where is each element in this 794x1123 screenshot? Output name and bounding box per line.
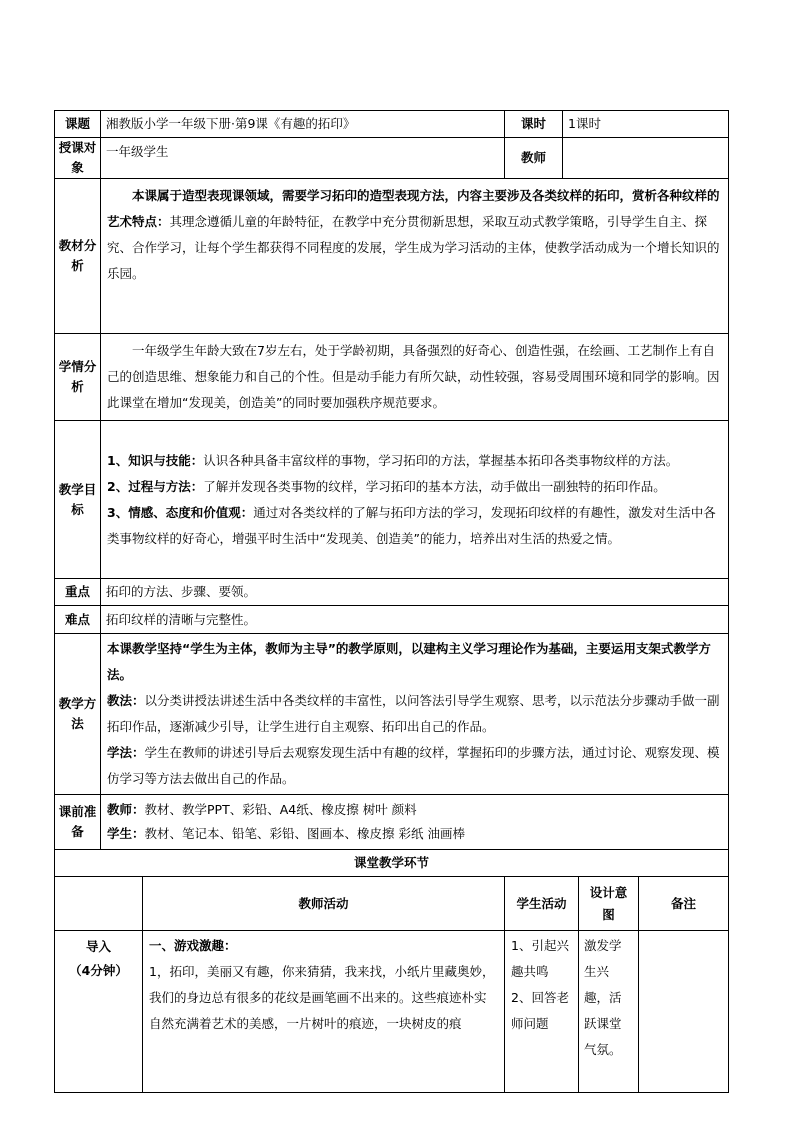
learner-text: 一年级学生年龄大致在7岁左右，处于学龄初期，具备强烈的好奇心、创造性强，在绘画、工艺制作上有自己的创造思维、想象能力和自己的个性。但是动手能力有所欠缺，动性较强，容易受周围环境和同学的影响。因此课堂在增加“发现美，创造美”的同时要加强秩序规范要求。 — [107, 343, 720, 410]
goal-head: 3、情感、态度和价值观： — [107, 504, 254, 520]
difficulty-label: 难点 — [55, 606, 101, 634]
teacher-activity-cell — [143, 931, 505, 1093]
period-value: 1课时 — [563, 111, 729, 138]
table-row — [55, 931, 729, 1093]
prep-row — [55, 795, 729, 850]
prep-teacher-head: 教师： — [107, 802, 145, 817]
teacher-activity-text: 1，拓印，美丽又有趣，你来猜猜，我来找，小纸片里藏奥妙，我们的身边总有很多的花纹是画笔画不出来的。这些痕迹朴实自然充满着艺术的美感，一片树叶的痕迹，一块树皮的痕 — [149, 964, 495, 1031]
key-text: 拓印的方法、步骤、要领。 — [101, 579, 729, 606]
learner-content — [101, 334, 729, 421]
material-row — [55, 179, 729, 334]
goal-item — [107, 474, 722, 500]
note-header: 备注 — [639, 877, 729, 931]
topic-label: 课题 — [55, 111, 101, 138]
audience-row — [55, 138, 729, 179]
goal-item — [107, 448, 722, 474]
process-title: 课堂教学环节 — [55, 850, 729, 877]
methods-content — [101, 634, 729, 795]
student-activity-2: 2、回答老师问题 — [511, 990, 569, 1031]
methods-label: 教学方法 — [55, 634, 101, 795]
material-text: 其理念遵循儿童的年龄特征，在教学中充分贯彻新思想，采取互动式教学策略，引导学生自主、探究、合作学习，让每个学生都获得不同程度的发展，学生成为学习活动的主体，使教学活动成为一个增长知识的乐园。 — [107, 214, 720, 281]
student-activity-1: 1、引起兴趣共鸣 — [511, 938, 569, 979]
design-intent-cell: 激发学生兴趣，活跃课堂气氛。 — [579, 931, 639, 1093]
goal-text: 了解并发现各类事物的纹样，学习拓印的基本方法，动手做出一副独特的拓印作品。 — [203, 478, 666, 494]
lesson-plan — [54, 110, 728, 1093]
teacher-label: 教师 — [505, 138, 563, 179]
prep-student — [107, 822, 722, 846]
teacher-activity-head: 一、游戏激趣： — [149, 938, 237, 953]
topic-row — [55, 111, 729, 138]
goal-head: 1、知识与技能： — [107, 452, 204, 468]
stage-cell — [55, 931, 143, 1093]
methods-intro: 本课教学坚持“学生为主体，教师为主导”的教学原则，以建构主义学习理论作为基础，主要运用支架式教学方法。 — [107, 641, 711, 682]
methods-learn — [107, 740, 722, 792]
methods-row — [55, 634, 729, 795]
stage-name: 导入 — [85, 939, 111, 954]
goal-item — [107, 500, 722, 552]
prep-student-head: 学生： — [107, 826, 145, 841]
key-row — [55, 579, 729, 606]
methods-teach-head: 教法： — [107, 693, 145, 708]
audience-value: 一年级学生 — [101, 138, 505, 179]
methods-teach — [107, 688, 722, 740]
difficulty-row — [55, 606, 729, 634]
material-label: 教材分析 — [55, 179, 101, 334]
methods-learn-text: 学生在教师的讲述引导后去观察发现生活中有趣的纹样，掌握拓印的步骤方法，通过讨论、观察发现、模仿学习等方法去做出自己的作品。 — [107, 745, 720, 786]
student-activity-header: 学生活动 — [505, 877, 579, 931]
prep-teacher-text: 教材、教学PPT、彩铅、A4纸、橡皮擦 树叶 颜料 — [144, 802, 417, 817]
prep-student-text: 教材、笔记本、铅笔、彩铅、图画本、橡皮擦 彩纸 油画棒 — [144, 826, 465, 841]
key-label: 重点 — [55, 579, 101, 606]
prep-label: 课前准备 — [55, 795, 101, 850]
goal-text: 认识各种具备丰富纹样的事物，学习拓印的方法，掌握基本拓印各类事物纹样的方法。 — [203, 452, 679, 468]
audience-label: 授课对象 — [55, 138, 101, 179]
teacher-value — [563, 138, 729, 179]
goal-text: 通过对各类纹样的了解与拓印方法的学习，发现拓印纹样的有趣性，激发对生活中各类事物纹样的好奇心，增强平时生活中“发现美、创造美”的能力，培养出对生活的热爱之情。 — [107, 504, 716, 546]
process-header-row — [55, 877, 729, 931]
student-activity-cell — [505, 931, 579, 1093]
prep-teacher — [107, 798, 722, 822]
learner-label: 学情分析 — [55, 334, 101, 421]
stage-time: （4分钟） — [69, 963, 128, 978]
goals-label: 教学目标 — [55, 421, 101, 579]
goals-row — [55, 421, 729, 579]
process-title-row — [55, 850, 729, 877]
learner-row — [55, 334, 729, 421]
difficulty-text: 拓印纹样的清晰与完整性。 — [101, 606, 729, 634]
note-cell — [639, 931, 729, 1093]
stage-header — [55, 877, 143, 931]
material-content — [101, 179, 729, 334]
goal-head: 2、过程与方法： — [107, 478, 204, 494]
prep-content — [101, 795, 729, 850]
methods-teach-text: 以分类讲授法讲述生活中各类纹样的丰富性，以问答法引导学生观察、思考，以示范法分步骤动手做一副拓印作品，逐渐减少引导，让学生进行自主观察、拓印出自己的作品。 — [107, 693, 720, 734]
topic-value: 湘教版小学一年级下册·第9课《有趣的拓印》 — [101, 111, 505, 138]
methods-learn-head: 学法： — [107, 745, 145, 760]
teacher-activity-header: 教师活动 — [143, 877, 505, 931]
goals-content — [101, 421, 729, 579]
material-bold-text: 本课属于造型表现课领域，需要学习拓印的造型表现方法，内容主要涉及各类纹样的拓印，赏析各种纹样的艺术特点： — [107, 188, 720, 229]
design-intent-header: 设计意图 — [579, 877, 639, 931]
lesson-plan-table — [54, 110, 729, 1093]
period-label: 课时 — [505, 111, 563, 138]
